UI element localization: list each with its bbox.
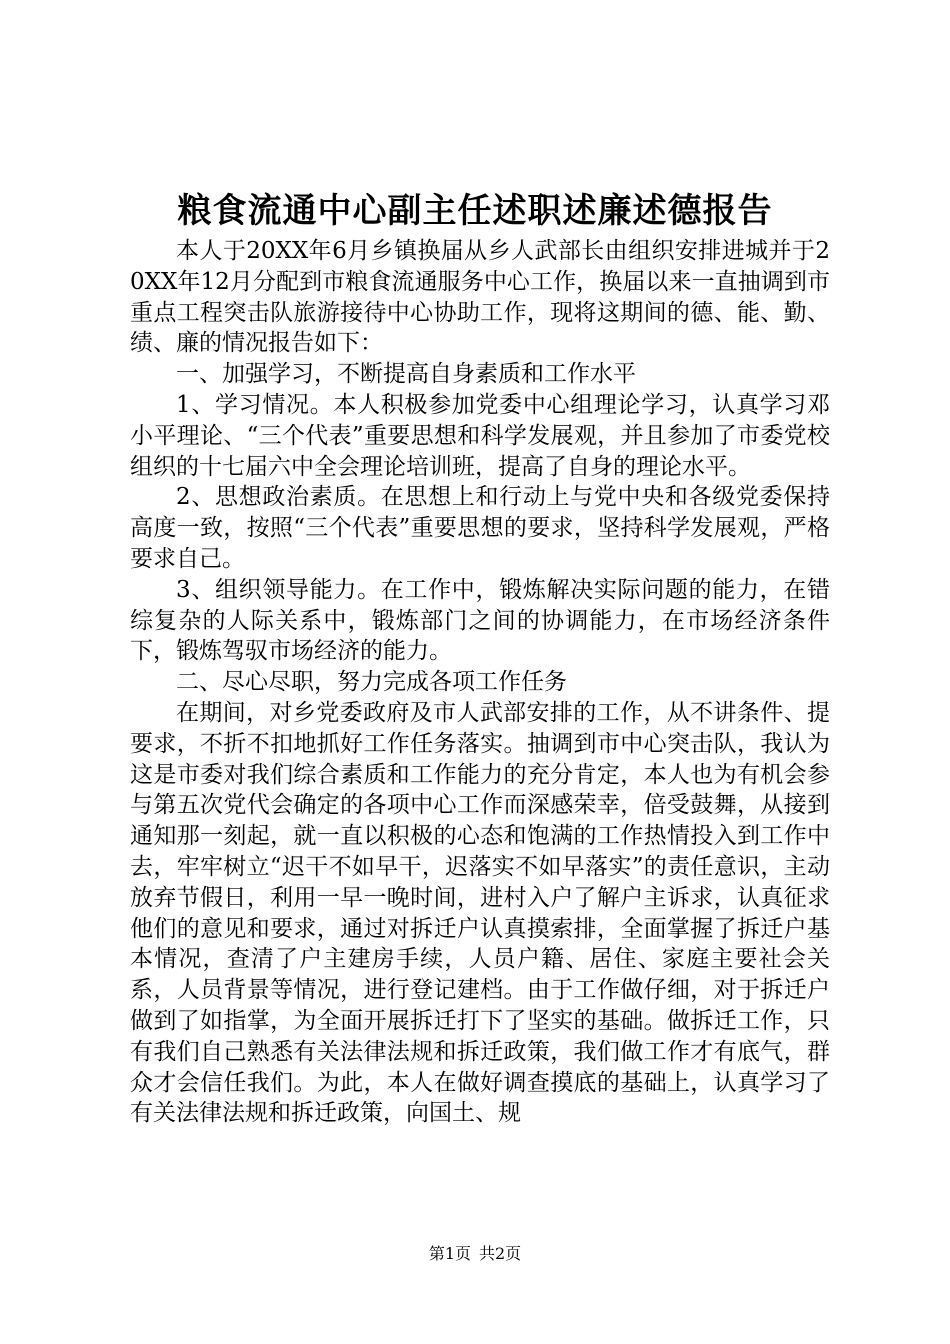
section-heading-1: 一、加强学习，不断提高自身素质和工作水平 <box>176 361 636 388</box>
document-body <box>130 236 830 1129</box>
page-footer <box>0 1242 950 1266</box>
page-number: 第1页 <box>428 1244 471 1263</box>
section-heading-2: 二、尽心尽职，努力完成各项工作任务 <box>176 669 567 696</box>
document-title: 粮食流通中心副主任述职述廉述德报告 <box>177 191 773 231</box>
page-total: 共2页 <box>479 1244 522 1263</box>
paragraph-work: 在期间，对乡党委政府及市人武部安排的工作，从不讲条件、提要求，不折不扣地抓好工作任务落实。抽调到市中心突击队，我认为这是市委对我们综合素质和工作能力的充分肯定，本人也为有机会参与第五次党代会确定的各项中心工作而深感荣幸，倍受鼓舞，从接到通知那一刻起，就一直以积极的心态和饱满的工作热情投入到工作中去，牢牢树立“迟干不如早干，迟落实不如早落实”的责任意识，主动放弃节假日，利用一早一晚时间，进村入户了解户主诉求，认真征求他们的意见和要求，通过对拆迁户认真摸索排，全面掌握了拆迁户基本情况，查清了户主建房手续，人员户籍、居住、家庭主要社会关系，人员背景等情况，进行登记建档。由于工作做仔细，对于拆迁户做到了如指掌，为全面开展拆迁打下了坚实的基础。做拆迁工作，只有我们自己熟悉有关法律法规和拆迁政策，我们做工作才有底气，群众才会信任我们。为此，本人在做好调查摸底的基础上，认真学习了有关法律法规和拆迁政策，向国土、规 <box>130 699 830 1127</box>
paragraph-study: 1、学习情况。本人积极参加党委中心组理论学习，认真学习邓小平理论、“三个代表”重要思想和科学发展观，并且参加了市委党校组织的十七届六中全会理论培训班，提高了自身的理论水平。 <box>130 391 830 480</box>
paragraph-leadership: 3、组织领导能力。在工作中，锻炼解决实际问题的能力，在错综复杂的人际关系中，锻炼部门之间的协调能力，在市场经济条件下，锻炼驾驭市场经济的能力。 <box>130 576 830 665</box>
paragraph-intro: 本人于20XX年6月乡镇换届从乡人武部长由组织安排进城并于20XX年12月分配到市粮食流通服务中心工作，换届以来一直抽调到市重点工程突击队旅游接待中心协助工作，现将这期间的德、能、勤、绩、廉的情况报告如下： <box>130 238 830 357</box>
paragraph-political: 2、思想政治素质。在思想上和行动上与党中央和各级党委保持高度一致，按照“三个代表”重要思想的要求，坚持科学发展观，严格要求自己。 <box>130 484 830 572</box>
